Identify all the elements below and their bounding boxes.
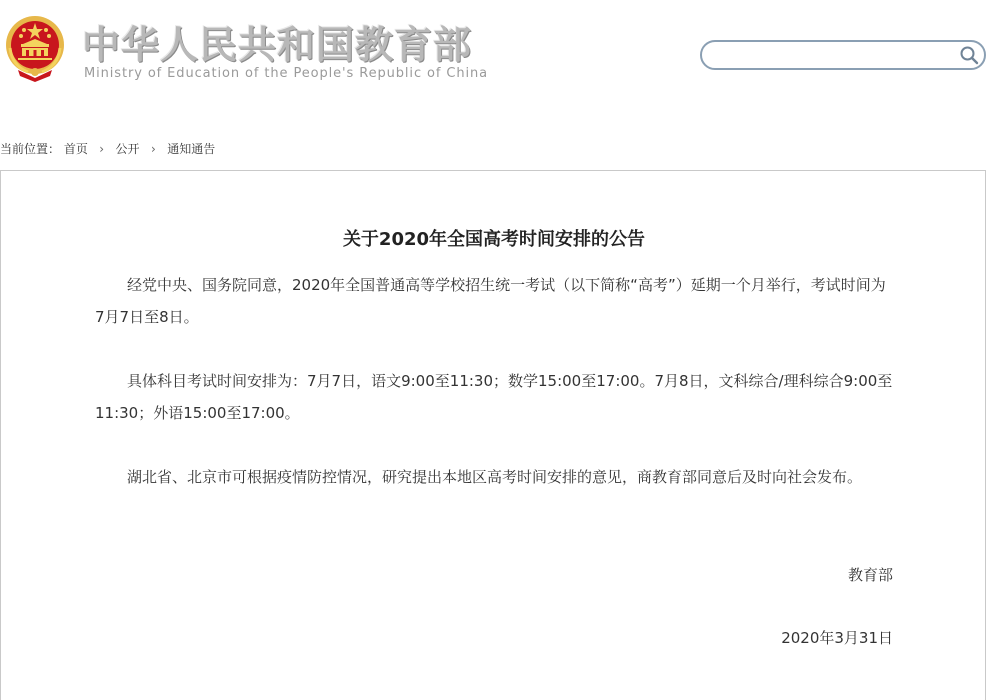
breadcrumb-separator-icon: ›: [150, 141, 156, 156]
site-header: [0, 0, 988, 110]
breadcrumb-item-public[interactable]: 公开: [115, 142, 140, 156]
notice-title: 关于2020年全国高考时间安排的公告: [342, 229, 646, 250]
site-title: 中华人民共和国教育部: [82, 23, 473, 67]
notice-signature: 教育部: [847, 566, 893, 584]
breadcrumb-item-home[interactable]: 首页: [63, 142, 88, 156]
breadcrumb-prefix: 当前位置：: [0, 142, 61, 156]
notice-paragraph: 具体科目考试时间安排为：7月7日，语文9:00至11:30；数学15:00至17:00。7月8日，文科综合/理科综合9:00至11:30；外语15:00至17:00。: [95, 372, 893, 422]
notice-paragraph: 湖北省、北京市可根据疫情防控情况，研究提出本地区高考时间安排的意见，商教育部同意后及时向社会发布。: [127, 468, 863, 486]
search-input[interactable]: [716, 46, 950, 66]
notice-date: 2020年3月31日: [781, 629, 893, 647]
notice-panel: [0, 170, 986, 700]
breadcrumb-item-notices[interactable]: 通知通告: [167, 142, 216, 156]
national-emblem-icon[interactable]: [4, 14, 66, 84]
breadcrumb: [0, 140, 215, 160]
notice-paragraph: 经党中央、国务院同意，2020年全国普通高等学校招生统一考试（以下简称“高考”）延期一个月举行，考试时间为7月7日至8日。: [95, 276, 886, 326]
breadcrumb-separator-icon: ›: [99, 141, 105, 156]
search-box: [700, 40, 986, 70]
search-icon[interactable]: [958, 44, 980, 66]
site-subtitle: Ministry of Education of the People's Republic of China: [84, 66, 489, 81]
